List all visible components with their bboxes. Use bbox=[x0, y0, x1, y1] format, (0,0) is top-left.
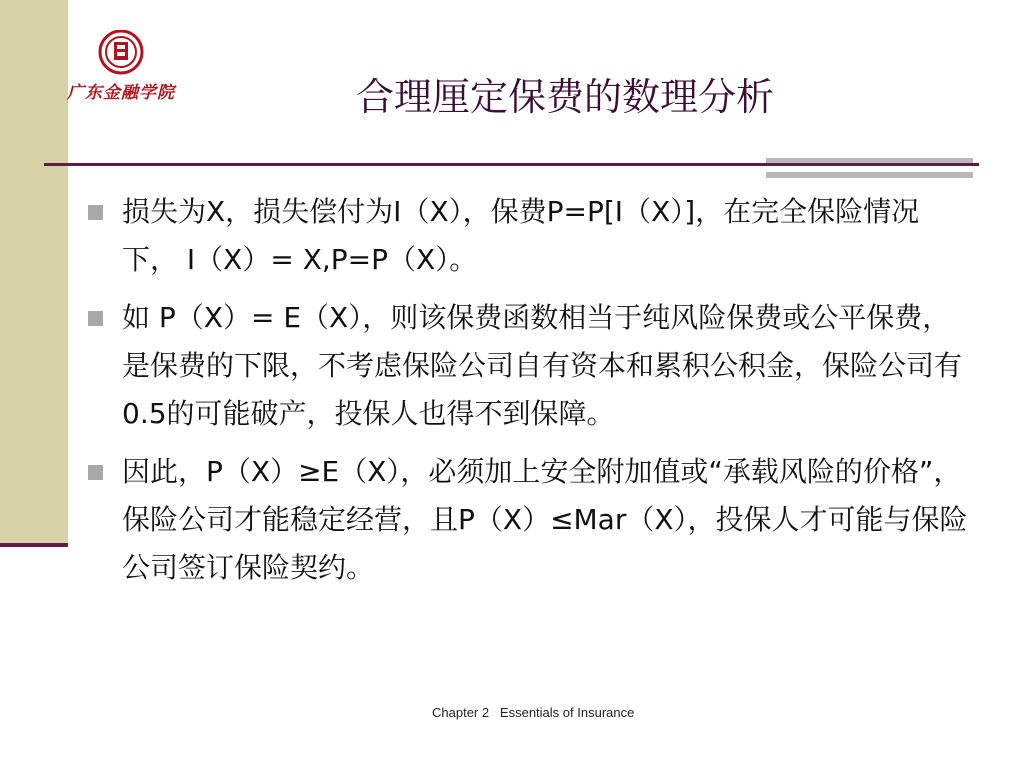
slide-title: 合理厘定保费的数理分析 bbox=[355, 75, 774, 119]
logo-emblem-icon bbox=[66, 30, 176, 80]
bullet-square-icon bbox=[88, 205, 103, 220]
left-band-underline bbox=[0, 543, 68, 547]
bullet-text: 损失为X，损失偿付为I（X），保费P=P[I（X）]，在完全保险情况下， I（X）= X,P=P（X）。 bbox=[122, 195, 920, 276]
bullet-square-icon bbox=[88, 465, 103, 480]
slide-footer: Chapter 2 Essentials of Insurance bbox=[432, 705, 635, 720]
bullet-square-icon bbox=[88, 311, 103, 326]
logo-text: 广东金融学院 bbox=[67, 83, 175, 103]
bullet-item bbox=[88, 188, 968, 284]
title-rule bbox=[44, 163, 979, 166]
bullet-list bbox=[88, 188, 968, 602]
bullet-item bbox=[88, 448, 968, 592]
title-decoration-bar-bottom bbox=[766, 172, 973, 178]
bullet-text: 因此，P（X）≥E（X），必须加上安全附加值或“承载风险的价格”，保险公司才能稳定经营，且P（X）≤Mar（X），投保人才可能与保险公司签订保险契约。 bbox=[122, 455, 968, 584]
bullet-item bbox=[88, 294, 968, 438]
bullet-text: 如 P（X）= E（X），则该保费函数相当于纯风险保费或公平保费，是保费的下限，不考虑保险公司自有资本和累积公积金，保险公司有0.5的可能破产，投保人也得不到保障。 bbox=[122, 301, 963, 430]
school-logo bbox=[66, 30, 176, 110]
left-decorative-band bbox=[0, 0, 68, 547]
